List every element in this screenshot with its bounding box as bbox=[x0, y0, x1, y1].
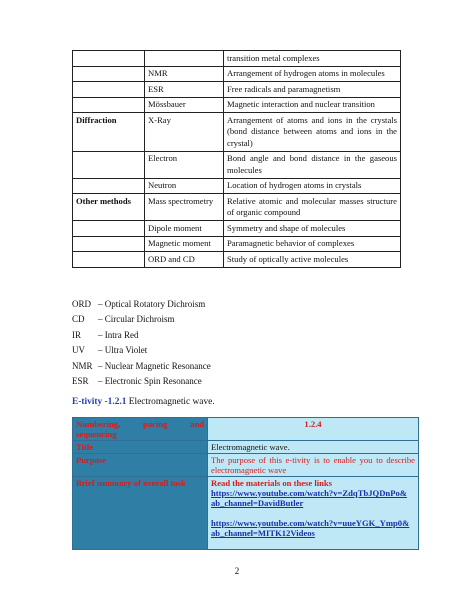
method-name-cell: X-Ray bbox=[145, 113, 224, 152]
methods-table-body bbox=[73, 51, 401, 268]
purpose-value: The purpose of this e-tivity is to enable you to describe electromagnetic wave bbox=[208, 454, 419, 477]
method-name-cell: Magnetic moment bbox=[145, 236, 224, 252]
abbreviation-key: ORD bbox=[72, 299, 92, 309]
abbreviation-item bbox=[72, 359, 211, 374]
summary-intro: Read the materials on these links bbox=[211, 478, 333, 488]
methods-row bbox=[73, 178, 401, 194]
method-group-cell: Diffraction bbox=[73, 113, 145, 152]
numbering-value: 1.2.4 bbox=[208, 418, 419, 441]
method-group-cell bbox=[73, 66, 145, 82]
methods-row bbox=[73, 221, 401, 237]
method-description-cell: Paramagnetic behavior of complexes bbox=[224, 236, 401, 252]
method-description-cell: Location of hydrogen atoms in crystals bbox=[224, 178, 401, 194]
link-youtube-davidbutler[interactable] bbox=[211, 488, 415, 508]
page-number: 2 bbox=[234, 566, 240, 576]
etivity-heading-text: Electromagnetic wave. bbox=[126, 397, 215, 407]
abbreviation-value: – Intra Red bbox=[98, 329, 139, 340]
abbreviation-value: – Electronic Spin Resonance bbox=[98, 376, 202, 387]
method-name-cell: Electron bbox=[145, 151, 224, 178]
method-description-cell: Arrangement of hydrogen atoms in molecules bbox=[224, 66, 401, 82]
method-description-cell: Magnetic interaction and nuclear transition bbox=[224, 97, 401, 113]
abbreviation-key: NMR bbox=[72, 360, 93, 371]
method-name-cell bbox=[145, 51, 224, 67]
method-group-cell bbox=[73, 252, 145, 268]
method-group-cell bbox=[73, 221, 145, 237]
method-name-cell: Mössbauer bbox=[145, 97, 224, 113]
method-description-cell: Bond angle and bond distance in the gaseous molecules bbox=[224, 151, 401, 178]
numbering-label: Numbering, pacing and sequencing bbox=[73, 418, 208, 441]
abbreviation-item bbox=[72, 297, 211, 312]
method-group-cell bbox=[73, 178, 145, 194]
methods-row bbox=[73, 252, 401, 268]
abbreviation-item bbox=[72, 343, 211, 358]
abbreviation-key: CD bbox=[72, 314, 85, 325]
methods-row bbox=[73, 113, 401, 152]
method-description-cell: transition metal complexes bbox=[224, 51, 401, 67]
abbreviation-key: IR bbox=[72, 329, 81, 340]
method-description-cell: Symmetry and shape of molecules bbox=[224, 221, 401, 237]
etivity-heading-number: E-tivity -1.2.1 bbox=[72, 397, 127, 407]
link-2-line-2[interactable]: ab_channel=MITK12Videos bbox=[211, 528, 315, 538]
methods-row bbox=[73, 97, 401, 113]
abbreviation-item bbox=[72, 374, 211, 389]
method-group-cell bbox=[73, 236, 145, 252]
abbreviation-item bbox=[72, 312, 211, 327]
abbreviation-key: UV bbox=[72, 345, 85, 356]
link-spacer bbox=[211, 508, 415, 518]
abbreviation-value: – Optical Rotatory Dichroism bbox=[98, 299, 206, 309]
method-description-cell: Relative atomic and molecular masses structure of organic compound bbox=[224, 194, 401, 221]
method-group-cell bbox=[73, 97, 145, 113]
abbreviation-value: – Nuclear Magnetic Resonance bbox=[98, 360, 211, 371]
title-label: Title bbox=[73, 441, 208, 454]
method-name-cell: Neutron bbox=[145, 178, 224, 194]
method-name-cell: Dipole moment bbox=[145, 221, 224, 237]
summary-bottom-space bbox=[211, 538, 415, 548]
methods-row bbox=[73, 66, 401, 82]
title-value: Electromagnetic wave. bbox=[208, 441, 419, 454]
method-description-cell: Arrangement of atoms and ions in the crystals (bond distance between atoms and ions in the crystal) bbox=[224, 113, 401, 152]
methods-row bbox=[73, 82, 401, 98]
method-group-cell: Other methods bbox=[73, 194, 145, 221]
methods-table bbox=[72, 50, 401, 268]
method-name-cell: ESR bbox=[145, 82, 224, 98]
etivity-row-purpose bbox=[73, 454, 419, 477]
methods-row bbox=[73, 194, 401, 221]
method-group-cell bbox=[73, 82, 145, 98]
method-group-cell bbox=[73, 51, 145, 67]
abbreviation-key: ESR bbox=[72, 376, 89, 387]
etivity-table bbox=[72, 417, 419, 550]
etivity-heading bbox=[72, 397, 215, 407]
methods-row bbox=[73, 151, 401, 178]
abbreviation-list bbox=[72, 297, 211, 389]
methods-row bbox=[73, 236, 401, 252]
abbreviation-item bbox=[72, 328, 211, 343]
etivity-row-numbering bbox=[73, 418, 419, 441]
etivity-row-summary bbox=[73, 477, 419, 550]
etivity-row-title bbox=[73, 441, 419, 454]
method-name-cell: ORD and CD bbox=[145, 252, 224, 268]
link-1-line-2[interactable]: ab_channel=DavidButler bbox=[211, 498, 304, 508]
summary-label: Brief summary of overall task bbox=[73, 477, 208, 550]
method-group-cell bbox=[73, 151, 145, 178]
link-youtube-mitk12[interactable] bbox=[211, 518, 415, 538]
method-name-cell: NMR bbox=[145, 66, 224, 82]
abbreviation-value: – Circular Dichroism bbox=[98, 314, 175, 325]
abbreviation-value: – Ultra Violet bbox=[98, 345, 148, 356]
link-2-line-1[interactable]: https://www.youtube.com/watch?v=uueYGK_Ymp0& bbox=[211, 518, 410, 528]
method-name-cell: Mass spectrometry bbox=[145, 194, 224, 221]
methods-row bbox=[73, 51, 401, 67]
purpose-label: Purpose bbox=[73, 454, 208, 477]
method-description-cell: Study of optically active molecules bbox=[224, 252, 401, 268]
link-1-line-1[interactable]: https://www.youtube.com/watch?v=ZdqTbJQDnPo& bbox=[211, 488, 407, 498]
summary-value bbox=[208, 477, 419, 550]
method-description-cell: Free radicals and paramagnetism bbox=[224, 82, 401, 98]
